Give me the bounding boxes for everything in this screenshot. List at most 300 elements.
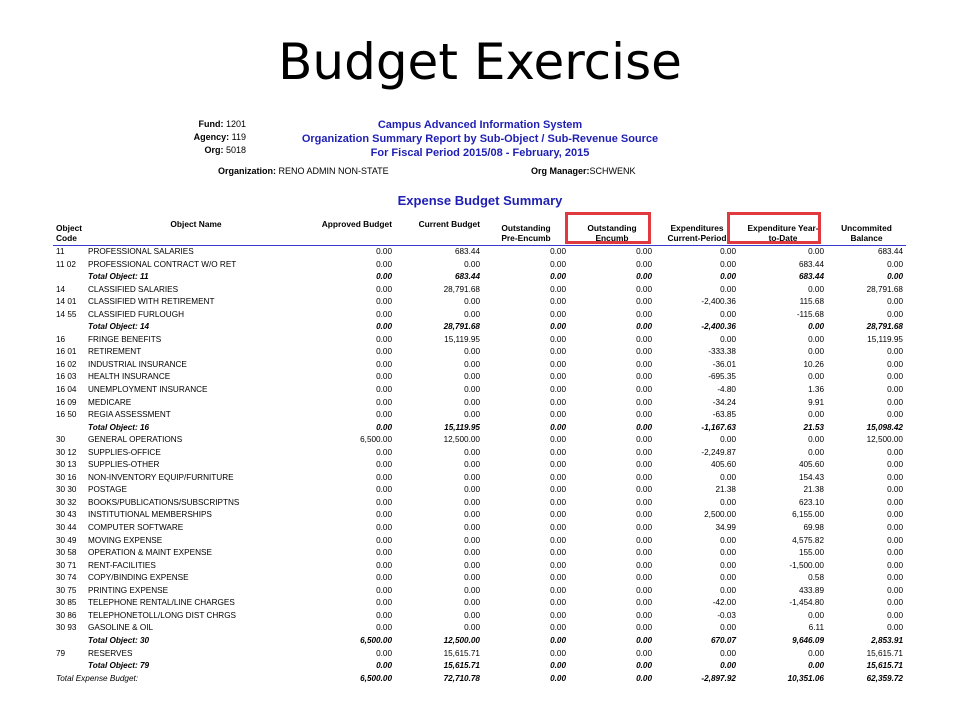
table-row (53, 547, 906, 560)
current-cell: 0.00 (464, 460, 480, 470)
pre-cell: 0.00 (550, 648, 566, 658)
ytd-cell: 623.10 (798, 497, 824, 507)
unc-cell: 0.00 (887, 272, 903, 282)
unc-cell: 0.00 (887, 623, 903, 633)
fund-line (160, 118, 246, 131)
table-row (53, 384, 906, 397)
object-name-cell: COPY/BINDING EXPENSE (88, 573, 189, 583)
ytd-cell: 1.36 (808, 385, 824, 395)
organization-label: Organization: (218, 166, 276, 176)
total-label: Total Object: 79 (88, 661, 150, 671)
exp-cell: -42.00 (712, 598, 736, 608)
unc-cell: 15,119.95 (867, 334, 903, 344)
enc-cell: 0.00 (636, 661, 652, 671)
current-cell: 683.44 (454, 272, 480, 282)
current-cell: 0.00 (464, 560, 480, 570)
current-cell: 0.00 (464, 623, 480, 633)
unc-cell: 0.00 (887, 585, 903, 595)
enc-cell: 0.00 (636, 447, 652, 457)
approved-cell: 0.00 (376, 372, 392, 382)
object-name-cell: GENERAL OPERATIONS (88, 435, 183, 445)
pre-cell: 0.00 (550, 359, 566, 369)
approved-cell: 0.00 (376, 548, 392, 558)
object-name-cell: CLASSIFIED SALARIES (88, 284, 179, 294)
current-cell: 0.00 (464, 397, 480, 407)
unc-cell: 0.00 (887, 460, 903, 470)
enc-cell: 0.00 (636, 598, 652, 608)
exp-cell: -695.35 (708, 372, 736, 382)
ytd-cell: 0.00 (808, 648, 824, 658)
current-cell: 683.44 (454, 247, 480, 256)
object-code-cell: 16 (56, 334, 66, 344)
object-name-cell: REGIA ASSESSMENT (88, 410, 171, 420)
exp-cell: -2,249.87 (701, 447, 736, 457)
exp-cell: 0.00 (720, 435, 736, 445)
exp-cell: 670.07 (710, 635, 736, 645)
enc-cell: 0.00 (636, 560, 652, 570)
object-code-cell: 16 01 (56, 347, 77, 357)
approved-cell: 6,500.00 (360, 673, 392, 683)
object-code-cell (53, 271, 85, 284)
unc-cell: 0.00 (887, 410, 903, 420)
approved-cell: 0.00 (376, 485, 392, 495)
ytd-cell: 9.91 (808, 397, 824, 407)
table-row (53, 648, 906, 661)
total-label: Total Object: 30 (88, 635, 150, 645)
ytd-cell: -1,454.80 (789, 598, 824, 608)
current-cell: 28,791.68 (443, 322, 480, 332)
current-cell: 0.00 (464, 347, 480, 357)
current-cell: 15,119.95 (444, 422, 480, 432)
system-name: Campus Advanced Information System (377, 119, 583, 131)
object-name-cell: BOOKS/PUBLICATIONS/SUBSCRIPTNS (88, 497, 240, 507)
enc-cell: 0.00 (636, 610, 652, 620)
current-cell: 0.00 (464, 535, 480, 545)
approved-cell: 0.00 (376, 573, 392, 583)
agency-line (160, 131, 246, 144)
object-name-cell: SUPPLIES-OFFICE (88, 447, 161, 457)
ytd-cell: 405.60 (798, 460, 824, 470)
enc-cell: 0.00 (636, 397, 652, 407)
unc-cell: 0.00 (887, 347, 903, 357)
object-code-cell: 30 74 (56, 573, 77, 583)
unc-cell: 0.00 (887, 447, 903, 457)
exp-cell: 2,500.00 (704, 510, 736, 520)
object-name-cell: PROFESSIONAL SALARIES (88, 247, 194, 256)
pre-cell: 0.00 (550, 598, 566, 608)
approved-cell: 0.00 (376, 535, 392, 545)
pre-cell: 0.00 (550, 535, 566, 545)
pre-cell: 0.00 (550, 635, 566, 645)
unc-cell: 0.00 (887, 472, 903, 482)
col-expenditures-current-period: Expenditures Current-Period (655, 216, 739, 246)
table-row (53, 535, 906, 548)
enc-cell: 0.00 (636, 359, 652, 369)
col-expenditure-ytd: Expenditure Year- to-Date (739, 216, 827, 246)
fund-value: 1201 (225, 119, 246, 129)
approved-cell: 0.00 (376, 309, 392, 319)
object-code-cell: 30 75 (56, 585, 77, 595)
enc-cell: 0.00 (636, 523, 652, 533)
object-code-cell: 14 01 (56, 297, 77, 307)
table-row (53, 359, 906, 372)
enc-cell: 0.00 (636, 623, 652, 633)
table-row (53, 597, 906, 610)
ytd-cell: 433.89 (798, 585, 824, 595)
exp-cell: 0.00 (720, 585, 736, 595)
object-name-cell: NON-INVENTORY EQUIP/FURNITURE (88, 472, 234, 482)
object-name-cell: TELEPHONE RENTAL/LINE CHARGES (88, 598, 235, 608)
current-cell: 0.00 (464, 259, 480, 269)
object-code-cell: 30 (56, 435, 66, 445)
pre-cell: 0.00 (550, 372, 566, 382)
ytd-cell: 683.44 (798, 272, 824, 282)
col-uncommited-balance: Uncommited Balance (827, 216, 906, 246)
object-name-cell: TELEPHONETOLL/LONG DIST CHRGS (88, 610, 237, 620)
object-name-cell: MOVING EXPENSE (88, 535, 163, 545)
exp-cell: 0.00 (720, 648, 736, 658)
ytd-cell: 0.00 (808, 610, 824, 620)
enc-cell: 0.00 (636, 322, 652, 332)
enc-cell: 0.00 (636, 648, 652, 658)
enc-cell: 0.00 (636, 422, 652, 432)
table-row (53, 447, 906, 460)
exp-cell: -2,897.92 (701, 673, 736, 683)
table-row (53, 509, 906, 522)
object-code-cell: 16 02 (56, 359, 77, 369)
pre-cell: 0.00 (550, 661, 566, 671)
pre-cell: 0.00 (550, 497, 566, 507)
col-object-code: Object Code (53, 216, 85, 246)
object-code-cell: 30 13 (56, 460, 77, 470)
ytd-cell: 0.00 (808, 284, 824, 294)
unc-cell: 0.00 (887, 598, 903, 608)
org-value: 5018 (225, 145, 246, 155)
col-approved-budget: Approved Budget (307, 216, 395, 246)
unc-cell: 15,098.42 (866, 422, 903, 432)
pre-cell: 0.00 (550, 247, 566, 256)
current-cell: 0.00 (464, 523, 480, 533)
total-label: Total Object: 16 (88, 422, 150, 432)
approved-cell: 0.00 (376, 347, 392, 357)
exp-cell: 0.00 (720, 535, 736, 545)
object-code-cell: 30 30 (56, 485, 77, 495)
pre-cell: 0.00 (550, 523, 566, 533)
ytd-cell: 0.00 (808, 447, 824, 457)
ytd-cell: 21.53 (803, 422, 824, 432)
unc-cell: 0.00 (887, 548, 903, 558)
enc-cell: 0.00 (636, 673, 652, 683)
object-code-cell: 79 (56, 648, 66, 658)
exp-cell: 0.00 (720, 472, 736, 482)
current-cell: 15,615.71 (443, 648, 480, 658)
exp-cell: -1,167.63 (701, 422, 736, 432)
ytd-cell: 683.44 (798, 259, 824, 269)
pre-cell: 0.00 (550, 585, 566, 595)
enc-cell: 0.00 (636, 347, 652, 357)
object-name-cell: PROFESSIONAL CONTRACT W/O RET (88, 259, 237, 269)
object-code-cell: 30 93 (56, 623, 77, 633)
object-code-cell (53, 660, 85, 673)
ytd-cell: 6.11 (808, 623, 824, 633)
pre-cell: 0.00 (550, 272, 566, 282)
ytd-cell: 10.26 (803, 359, 824, 369)
ytd-cell: -115.68 (796, 309, 824, 319)
exp-cell: 0.00 (720, 548, 736, 558)
object-name-cell: OPERATION & MAINT EXPENSE (88, 548, 212, 558)
current-cell: 0.00 (464, 297, 480, 307)
manager-label: Org Manager: (531, 166, 590, 176)
table-row (53, 484, 906, 497)
table-row (53, 246, 906, 259)
approved-cell: 0.00 (376, 397, 392, 407)
exp-cell: -2,400.36 (701, 322, 736, 332)
object-code-cell: 30 49 (56, 535, 77, 545)
approved-cell: 0.00 (376, 247, 392, 256)
approved-cell: 0.00 (376, 648, 392, 658)
object-name-cell: MEDICARE (88, 397, 132, 407)
table-row (53, 309, 906, 322)
ytd-cell: 0.00 (808, 322, 824, 332)
table-row (53, 409, 906, 422)
object-code-cell: 16 03 (56, 372, 77, 382)
unc-cell: 0.00 (887, 573, 903, 583)
object-code-cell: 30 32 (56, 497, 77, 507)
approved-cell: 0.00 (376, 560, 392, 570)
pre-cell: 0.00 (550, 673, 566, 683)
unc-cell: 0.00 (887, 397, 903, 407)
highlight-expenditure-ytd (727, 212, 821, 244)
current-cell: 15,615.71 (443, 661, 480, 671)
current-cell: 0.00 (464, 309, 480, 319)
approved-cell: 0.00 (376, 385, 392, 395)
object-code-cell (53, 321, 85, 334)
unc-cell: 0.00 (887, 385, 903, 395)
object-code-cell: 30 58 (56, 548, 77, 558)
ytd-cell: 115.68 (799, 297, 824, 307)
table-row (53, 434, 906, 447)
object-code-cell: 11 (56, 247, 65, 256)
approved-cell: 0.00 (376, 322, 392, 332)
manager-value: SCHWENK (589, 166, 636, 176)
approved-cell: 6,500.00 (360, 435, 392, 445)
unc-cell: 0.00 (887, 259, 903, 269)
pre-cell: 0.00 (550, 385, 566, 395)
current-cell: 28,791.68 (443, 284, 480, 294)
unc-cell: 2,853.91 (871, 635, 903, 645)
object-name-cell: PRINTING EXPENSE (88, 585, 169, 595)
enc-cell: 0.00 (636, 247, 652, 256)
slide-title: Budget Exercise (278, 33, 682, 91)
enc-cell: 0.00 (636, 309, 652, 319)
object-name-cell: SUPPLIES-OTHER (88, 460, 160, 470)
total-row (53, 635, 906, 648)
current-cell: 15,119.95 (444, 334, 480, 344)
pre-cell: 0.00 (550, 259, 566, 269)
enc-cell: 0.00 (636, 535, 652, 545)
ytd-cell: 0.00 (808, 334, 824, 344)
total-row (53, 422, 906, 435)
approved-cell: 0.00 (376, 598, 392, 608)
table-row (53, 334, 906, 347)
pre-cell: 0.00 (550, 435, 566, 445)
enc-cell: 0.00 (636, 259, 652, 269)
object-name-cell: RENT-FACILITIES (88, 560, 156, 570)
approved-cell: 0.00 (376, 661, 392, 671)
object-code-cell: 14 55 (56, 309, 77, 319)
object-code-cell: 30 86 (56, 610, 77, 620)
current-cell: 0.00 (464, 598, 480, 608)
ytd-cell: 6,155.00 (792, 510, 824, 520)
col-object-name: Object Name (85, 216, 307, 246)
current-cell: 0.00 (464, 548, 480, 558)
object-code-cell: 30 44 (56, 523, 77, 533)
highlight-outstanding-encumb (565, 212, 651, 244)
pre-cell: 0.00 (550, 560, 566, 570)
object-code-cell (53, 635, 85, 648)
exp-cell: 0.00 (720, 573, 736, 583)
current-cell: 0.00 (464, 510, 480, 520)
table-row (53, 397, 906, 410)
total-label: Total Expense Budget: (56, 673, 139, 683)
ytd-cell: 69.98 (803, 523, 824, 533)
enc-cell: 0.00 (636, 385, 652, 395)
enc-cell: 0.00 (636, 472, 652, 482)
unc-cell: 15,615.71 (866, 648, 903, 658)
ytd-cell: 0.00 (808, 661, 824, 671)
current-cell: 0.00 (464, 472, 480, 482)
object-name-cell: UNEMPLOYMENT INSURANCE (88, 385, 208, 395)
table-row (53, 259, 906, 272)
approved-cell: 0.00 (376, 334, 392, 344)
exp-cell: 0.00 (720, 309, 736, 319)
enc-cell: 0.00 (636, 573, 652, 583)
pre-cell: 0.00 (550, 573, 566, 583)
unc-cell: 0.00 (887, 510, 903, 520)
organization-line (218, 166, 389, 177)
pre-cell: 0.00 (550, 347, 566, 357)
ytd-cell: 21.38 (803, 485, 824, 495)
agency-label: Agency: (193, 132, 230, 142)
unc-cell: 0.00 (887, 359, 903, 369)
approved-cell: 0.00 (376, 497, 392, 507)
pre-cell: 0.00 (550, 447, 566, 457)
pre-cell: 0.00 (550, 309, 566, 319)
approved-cell: 6,500.00 (360, 635, 392, 645)
enc-cell: 0.00 (636, 510, 652, 520)
object-code-cell (53, 422, 85, 435)
unc-cell: 0.00 (887, 610, 903, 620)
exp-cell: 0.00 (720, 623, 736, 633)
organization-value: RENO ADMIN NON-STATE (278, 166, 389, 176)
object-code-cell: 30 43 (56, 510, 77, 520)
current-cell: 0.00 (464, 497, 480, 507)
report-name: Organization Summary Report by Sub-Object / Sub-Revenue Source (301, 133, 659, 145)
exp-cell: 21.38 (715, 485, 736, 495)
ytd-cell: 0.00 (808, 410, 824, 420)
enc-cell: 0.00 (636, 297, 652, 307)
unc-cell: 62,359.72 (866, 673, 903, 683)
org-line (160, 144, 246, 157)
table-row (53, 610, 906, 623)
pre-cell: 0.00 (550, 610, 566, 620)
total-row (53, 321, 906, 334)
unc-cell: 12,500.00 (866, 435, 903, 445)
ytd-cell: 0.00 (808, 347, 824, 357)
enc-cell: 0.00 (636, 284, 652, 294)
ytd-cell: 155.00 (798, 548, 824, 558)
object-name-cell: INSTITUTIONAL MEMBERSHIPS (88, 510, 212, 520)
unc-cell: 0.00 (887, 372, 903, 382)
enc-cell: 0.00 (636, 334, 652, 344)
approved-cell: 0.00 (376, 297, 392, 307)
object-code-cell: 11 02 (56, 259, 76, 269)
object-code-cell: 30 85 (56, 598, 77, 608)
object-name-cell: POSTAGE (88, 485, 127, 495)
col-current-budget: Current Budget (395, 216, 483, 246)
pre-cell: 0.00 (550, 623, 566, 633)
ytd-cell: 154.43 (798, 472, 824, 482)
pre-cell: 0.00 (550, 510, 566, 520)
enc-cell: 0.00 (636, 497, 652, 507)
col-outstanding-pre-encumb: Outstanding Pre-Encumb (483, 216, 569, 246)
enc-cell: 0.00 (636, 372, 652, 382)
ytd-cell: 4,575.82 (792, 535, 824, 545)
pre-cell: 0.00 (550, 422, 566, 432)
current-cell: 0.00 (464, 372, 480, 382)
enc-cell: 0.00 (636, 272, 652, 282)
unc-cell: 0.00 (887, 309, 903, 319)
object-name-cell: INDUSTRIAL INSURANCE (88, 359, 187, 369)
total-row (53, 271, 906, 284)
unc-cell: 0.00 (887, 523, 903, 533)
exp-cell: -2,400.36 (701, 297, 736, 307)
ytd-cell: 0.00 (808, 372, 824, 382)
pre-cell: 0.00 (550, 548, 566, 558)
table-row (53, 585, 906, 598)
exp-cell: -0.03 (717, 610, 736, 620)
ytd-cell: 0.00 (808, 435, 824, 445)
unc-cell: 0.00 (887, 560, 903, 570)
object-code-cell: 14 (56, 284, 66, 294)
exp-cell: 0.00 (720, 284, 736, 294)
agency-value: 119 (231, 132, 246, 142)
table-row (53, 522, 906, 535)
approved-cell: 0.00 (376, 523, 392, 533)
report-heading (255, 118, 705, 160)
ytd-cell: -1,500.00 (789, 560, 824, 570)
object-name-cell: COMPUTER SOFTWARE (88, 523, 184, 533)
ytd-cell: 0.58 (808, 573, 824, 583)
enc-cell: 0.00 (636, 410, 652, 420)
table-row (53, 572, 906, 585)
exp-cell: -34.24 (712, 397, 736, 407)
object-code-cell: 30 12 (56, 447, 77, 457)
exp-cell: -36.01 (712, 359, 736, 369)
object-name-cell: CLASSIFIED WITH RETIREMENT (88, 297, 215, 307)
object-code-cell: 16 09 (56, 397, 77, 407)
approved-cell: 0.00 (376, 610, 392, 620)
unc-cell: 0.00 (887, 297, 903, 307)
object-name-cell: RETIREMENT (88, 347, 142, 357)
enc-cell: 0.00 (636, 548, 652, 558)
exp-cell: -4.80 (717, 385, 736, 395)
ytd-cell: 0.00 (808, 247, 824, 256)
enc-cell: 0.00 (636, 460, 652, 470)
expense-table (53, 216, 906, 685)
section-title: Expense Budget Summary (397, 193, 563, 208)
unc-cell: 0.00 (887, 497, 903, 507)
